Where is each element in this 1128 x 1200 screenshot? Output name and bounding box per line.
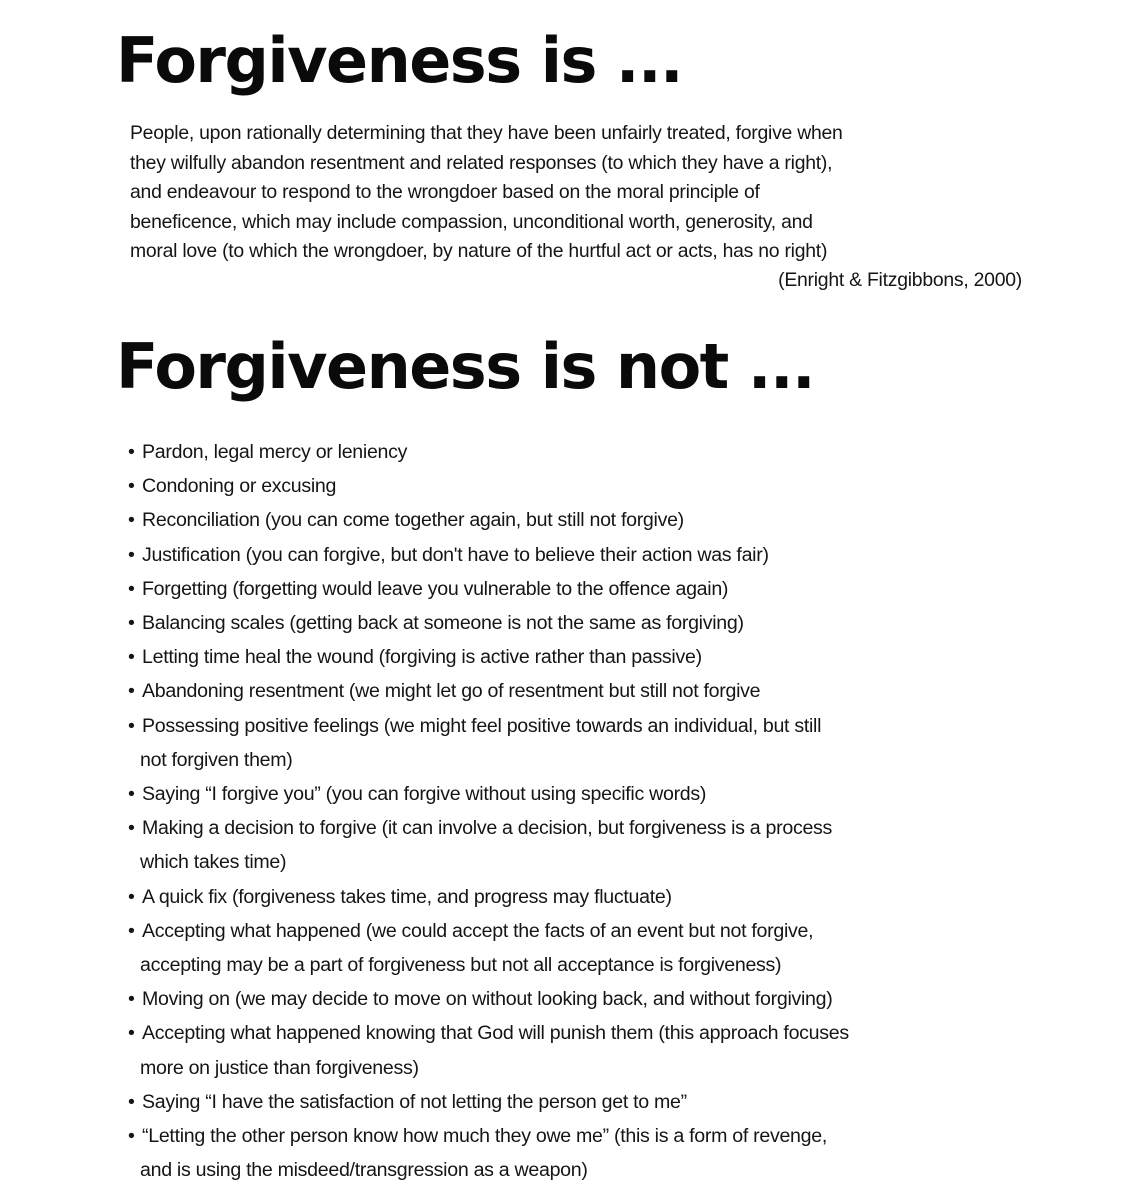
list-item-line	[128, 777, 1028, 811]
citation: (Enright & Fitzgibbons, 2000)	[778, 269, 1022, 291]
list-item-line	[128, 948, 1028, 982]
list-item-line	[128, 606, 1028, 640]
list-item-line	[128, 1153, 1028, 1187]
list-item-text: Making a decision to forgive (it can involve a decision, but forgiveness is a process	[142, 817, 833, 840]
bullet: •	[128, 817, 135, 840]
list-item	[128, 1119, 1028, 1187]
definition-line: and endeavour to respond to the wrongdoer based on the moral principle of	[130, 181, 760, 203]
definition-line: People, upon rationally determining that they have been unfairly treated, forgive when	[130, 122, 843, 144]
list-item	[128, 709, 1028, 777]
list-item-text: not forgiven them)	[140, 748, 293, 771]
list-item-text: “Letting the other person know how much they owe me” (this is a form of revenge,	[142, 1125, 827, 1148]
list-item-text: Moving on (we may decide to move on without looking back, and without forgiving)	[142, 988, 833, 1011]
bullet: •	[128, 919, 135, 942]
bullet: •	[128, 988, 135, 1011]
list-item	[128, 1016, 1028, 1084]
list-item	[128, 469, 1028, 503]
list-item-line	[128, 1051, 1028, 1085]
list-item	[128, 674, 1028, 708]
bullet: •	[128, 577, 135, 600]
list-item	[128, 777, 1028, 811]
list-item-line	[128, 1119, 1028, 1153]
bullet: •	[128, 475, 135, 498]
heading-forgiveness-is: Forgiveness is ...	[116, 24, 683, 97]
list-item-text: Accepting what happened knowing that God will punish them (this approach focuses	[142, 1022, 849, 1045]
list-item-text: Balancing scales (getting back at someone is not the same as forgiving)	[142, 612, 744, 635]
bullet: •	[128, 783, 135, 806]
heading-forgiveness-is-not: Forgiveness is not ...	[116, 330, 815, 403]
list-item-text: Accepting what happened (we could accept the facts of an event but not forgive,	[142, 919, 814, 942]
bullet: •	[128, 441, 135, 463]
list-item-line	[128, 982, 1028, 1016]
list-item	[128, 914, 1028, 982]
list-item-line	[128, 572, 1028, 606]
list-item-line	[128, 469, 1028, 503]
definition-paragraph	[130, 119, 1030, 267]
definition-line: they wilfully abandon resentment and related responses (to which they have a right),	[130, 151, 833, 174]
list-item-line	[128, 1016, 1028, 1050]
bullet: •	[128, 714, 135, 737]
list-item-line	[128, 845, 1028, 879]
list-item-text: Possessing positive feelings (we might feel positive towards an individual, but still	[142, 714, 822, 737]
list-item-text: Letting time heal the wound (forgiving is active rather than passive)	[142, 646, 702, 669]
list-item-text: accepting may be a part of forgiveness but not all acceptance is forgiveness)	[140, 954, 782, 977]
list-item-line	[128, 811, 1028, 845]
bullet: •	[128, 543, 135, 566]
bullet: •	[128, 646, 135, 669]
list-item	[128, 811, 1028, 879]
list-item-text: more on justice than forgiveness)	[140, 1056, 419, 1079]
list-item-text: Pardon, legal mercy or leniency	[142, 441, 408, 463]
list-item-line	[128, 674, 1028, 708]
bullet: •	[128, 885, 135, 908]
list-item	[128, 435, 1028, 469]
list-item-text: Saying “I forgive you” (you can forgive without using specific words)	[142, 783, 707, 806]
list-item	[128, 640, 1028, 674]
list-item	[128, 982, 1028, 1016]
list-item-line	[128, 914, 1028, 948]
definition-line: moral love (to which the wrongdoer, by nature of the hurtful act or acts, has no right)	[130, 240, 828, 262]
list-item-text: Saying “I have the satisfaction of not letting the person get to me”	[142, 1090, 687, 1113]
list-item-line	[128, 709, 1028, 743]
list-item-line	[128, 880, 1028, 914]
list-item-text: Condoning or excusing	[142, 475, 337, 498]
list-item	[128, 572, 1028, 606]
bullet: •	[128, 509, 135, 532]
definition-line: beneficence, which may include compassion, unconditional worth, generosity, and	[130, 210, 813, 233]
list-item-text: A quick fix (forgiveness takes time, and progress may fluctuate)	[142, 885, 672, 908]
list-item-line	[128, 640, 1028, 674]
bullet: •	[128, 680, 135, 703]
list-item-text: Forgetting (forgetting would leave you vulnerable to the offence again)	[142, 577, 729, 600]
list-item-text: Reconciliation (you can come together again, but still not forgive)	[142, 509, 684, 532]
list-item-line	[128, 1085, 1028, 1119]
bullet: •	[128, 1022, 135, 1045]
list-item-line	[128, 743, 1028, 777]
bullet: •	[128, 1125, 135, 1148]
bullet: •	[128, 1090, 135, 1113]
list-item	[128, 503, 1028, 537]
list-item	[128, 606, 1028, 640]
list-item-line	[128, 435, 1028, 469]
list-item	[128, 538, 1028, 572]
list-item-line	[128, 503, 1028, 537]
list-item-text: which takes time)	[140, 851, 287, 874]
forgiveness-is-not-list	[128, 435, 1028, 1187]
list-item-line	[128, 538, 1028, 572]
list-item	[128, 880, 1028, 914]
bullet: •	[128, 612, 135, 635]
list-item-text: Abandoning resentment (we might let go of resentment but still not forgive	[142, 680, 761, 703]
list-item	[128, 1085, 1028, 1119]
list-item-text: Justification (you can forgive, but don't have to believe their action was fair)	[142, 543, 769, 566]
list-item-text: and is using the misdeed/transgression as a weapon)	[140, 1159, 588, 1182]
